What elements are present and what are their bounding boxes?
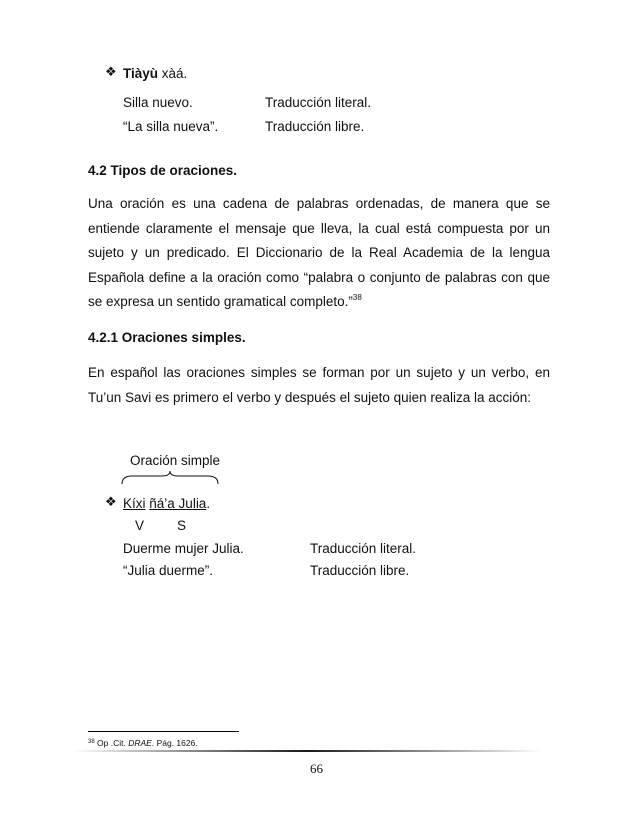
footer-rule (72, 750, 542, 752)
footnote-suffix: . Pág. 1626. (151, 738, 198, 748)
section-heading-4-2: 4.2 Tipos de oraciones. (88, 163, 238, 178)
example-2-free-label: Traducción libre. (310, 563, 410, 578)
example-1-literal: Silla nuevo. (123, 95, 193, 110)
example-2-free: “Julia duerme”. (123, 563, 214, 578)
simple-sentence-label: Oración simple (130, 453, 221, 468)
footnote (88, 738, 198, 748)
tag-verb: V (135, 518, 145, 533)
example-2-literal: Duerme mujer Julia. (123, 541, 244, 556)
footnote-ref: 38 (352, 293, 362, 302)
example-2-verb: Kíxi (123, 496, 146, 511)
example-2-literal-label: Traducción literal. (310, 541, 417, 556)
example-1-word-rest: xàá. (158, 66, 188, 81)
example-1-word-bold: Tiàyù (123, 66, 159, 81)
example-1-free-label: Traducción libre. (265, 119, 365, 134)
example-1-literal-label: Traducción literal. (265, 95, 372, 110)
section-4-2-text: Una oración es una cadena de palabras ordenadas, de manera que se entiende claramente el mensaje que lleva, la cual está compuesta por un sujeto y un predicado. El Diccionario de la Real Academia de la lengua Española define a la oración como “palabra o conjunto de palabras con que se expresa un sentido gramatical completo.” (88, 196, 550, 309)
footnote-source: DRAE (128, 738, 152, 748)
example-1-free: “La silla nueva”. (123, 119, 219, 134)
bullet-icon: ❖ (105, 495, 117, 510)
footnote-number: 38 (88, 739, 95, 745)
brace-icon (120, 470, 220, 486)
bullet-icon: ❖ (105, 65, 117, 80)
example-1-tu-un-line (123, 66, 187, 81)
section-4-2-1-paragraph: En español las oraciones simples se forman por un sujeto y un verbo, en Tu’un Savi es primero el verbo y después el sujeto quien realiza la acción: (88, 365, 550, 405)
tag-subject: S (177, 518, 187, 533)
section-4-2-paragraph (88, 192, 550, 315)
section-heading-4-2-1: 4.2.1 Oraciones simples. (88, 330, 246, 345)
footnote-prefix: Op .Cit. (94, 738, 129, 748)
page-number: 66 (310, 761, 323, 776)
example-2-tu-un-line (123, 496, 210, 511)
example-2-end: . (206, 496, 211, 511)
example-2-subject: ñá’a Julia (149, 496, 207, 511)
footnote-rule (88, 731, 239, 732)
